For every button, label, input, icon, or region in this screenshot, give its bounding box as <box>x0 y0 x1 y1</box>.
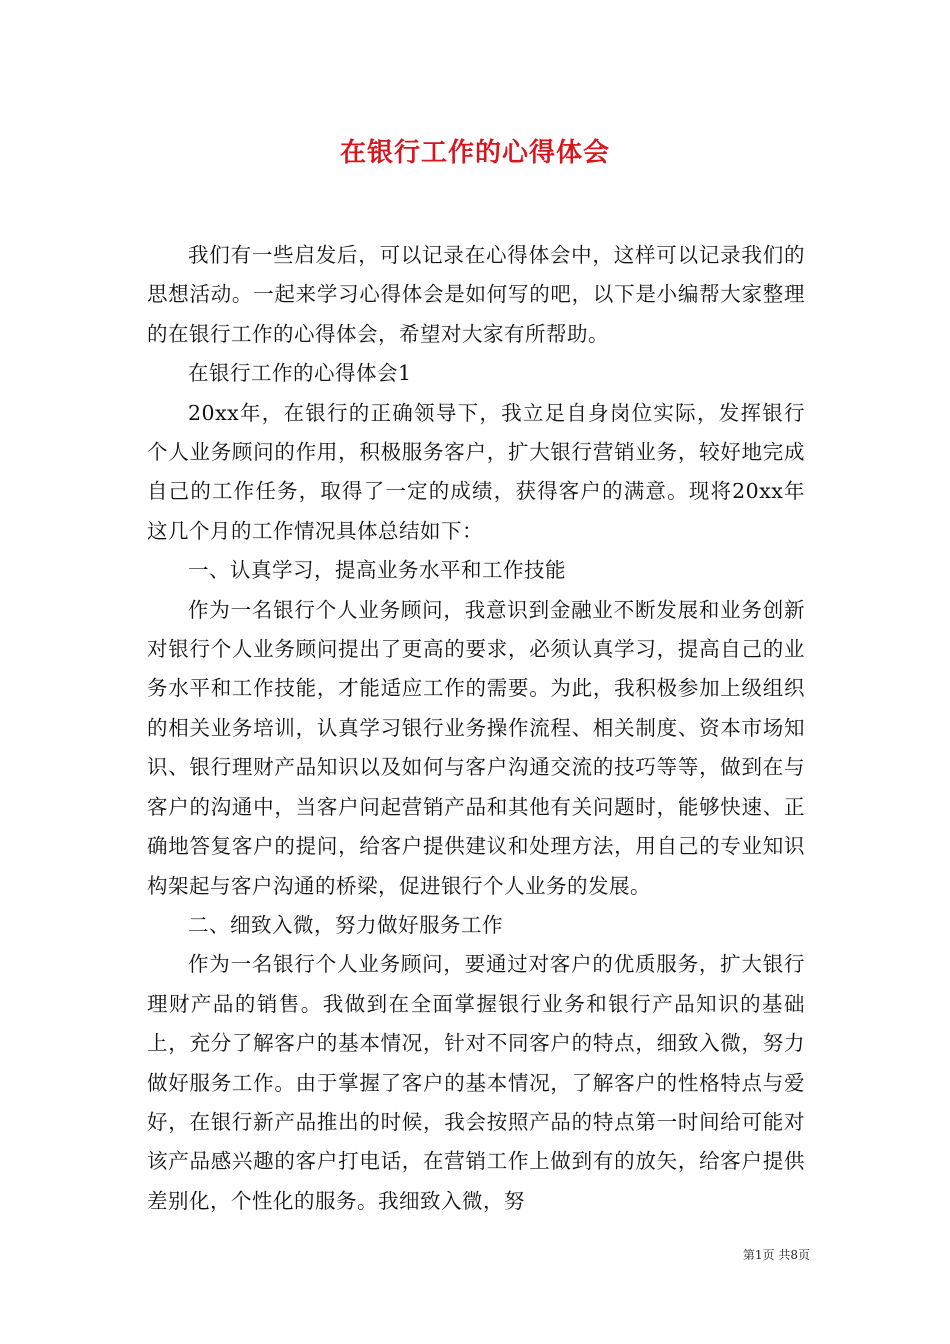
summary-paragraph: 20xx年，在银行的正确领导下，我立足自身岗位实际，发挥银行个人业务顾问的作用，积极服务客户，扩大银行营销业务，较好地完成自己的工作任务，取得了一定的成绩，获得客户的满意。现将20xx年这几个月的工作情况具体总结如下： <box>147 400 805 543</box>
service-paragraph: 作为一名银行个人业务顾问，要通过对客户的优质服务，扩大银行理财产品的销售。我做到在全面掌握银行业务和银行产品知识的基础上，充分了解客户的基本情况，针对不同客户的特点，细致入微，努力做好服务工作。由于掌握了客户的基本情况，了解客户的性格特点与爱好，在银行新产品推出的时候，我会按照产品的特点第一时间给可能对该产品感兴趣的客户打电话，在营销工作上做到有的放矢，给客户提供差别化，个性化的服务。我细致入微，努 <box>147 952 805 1213</box>
section-heading-1: 在银行工作的心得体会1 <box>188 361 412 386</box>
study-paragraph: 作为一名银行个人业务顾问，我意识到金融业不断发展和业务创新对银行个人业务顾问提出了更高的要求，必须认真学习，提高自己的业务水平和工作技能，才能适应工作的需要。为此，我积极参加上级组织的相关业务培训，认真学习银行业务操作流程、相关制度、资本市场知识、银行理财产品知识以及如何与客户沟通交流的技巧等等，做到在与客户的沟通中，当客户问起营销产品和其他有关问题时，能够快速、正确地答复客户的提问，给客户提供建议和处理方法，用自己的专业知识构架起与客户沟通的桥梁，促进银行个人业务的发展。 <box>147 597 805 898</box>
page-number: 第1页 共8页 <box>742 1248 810 1262</box>
intro-paragraph: 我们有一些启发后，可以记录在心得体会中，这样可以记录我们的思想活动。一起来学习心得体会是如何写的吧，以下是小编帮大家整理的在银行工作的心得体会，希望对大家有所帮助。 <box>147 243 805 346</box>
subheading-study: 一、认真学习，提高业务水平和工作技能 <box>188 558 566 583</box>
document-title: 在银行工作的心得体会 <box>339 138 610 168</box>
subheading-service: 二、细致入微，努力做好服务工作 <box>188 912 503 937</box>
document-body <box>147 236 805 1221</box>
